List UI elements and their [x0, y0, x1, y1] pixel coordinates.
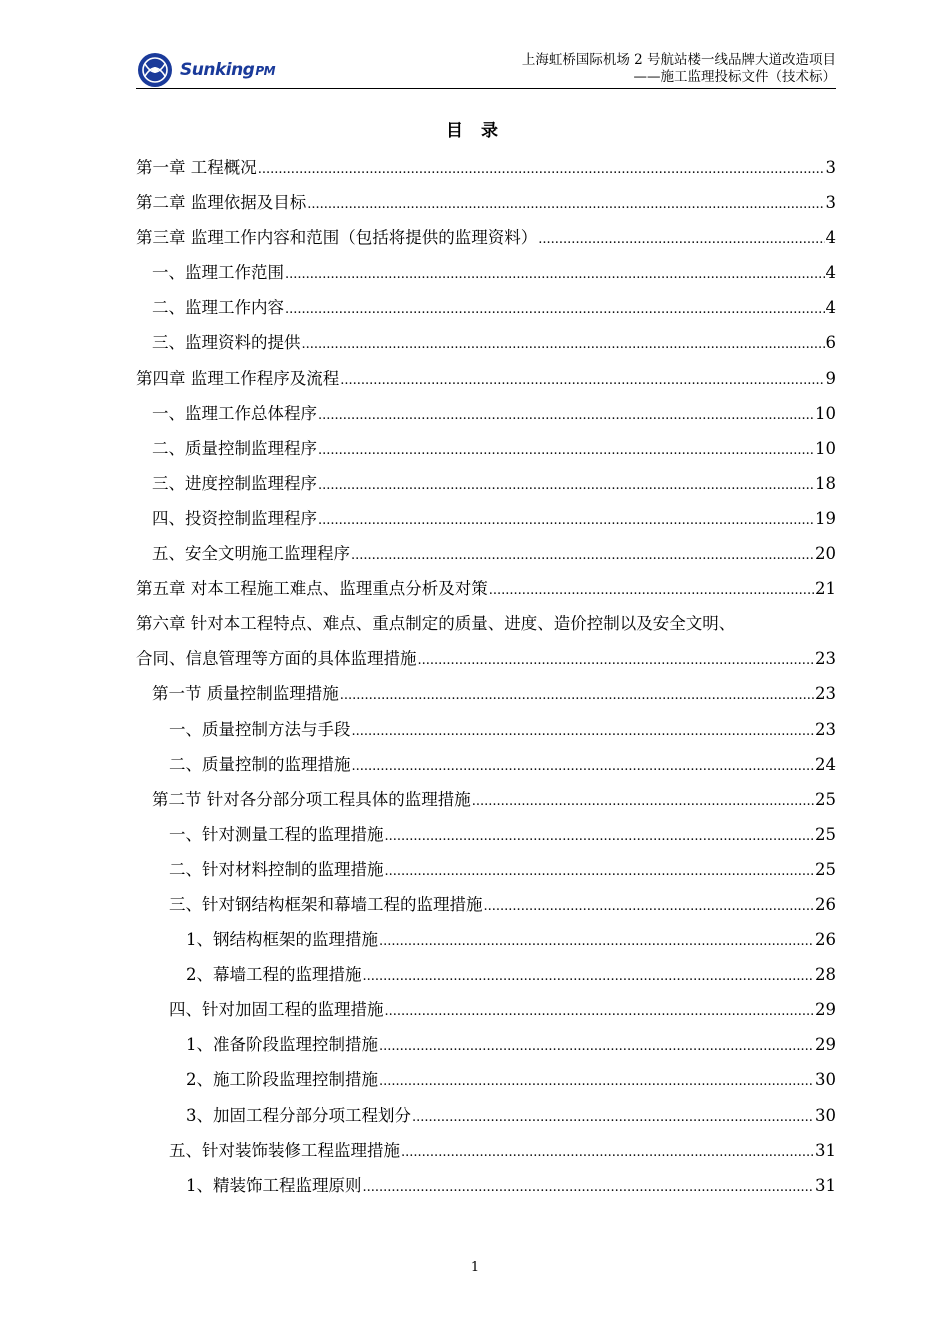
logo-wordmark: SunkingPM	[180, 60, 276, 80]
toc-entry[interactable]: 二、质量控制的监理措施 ..... 24	[136, 747, 836, 782]
toc-entry[interactable]: 一、质量控制方法与手段 ..... 23	[136, 712, 836, 747]
page-header	[136, 48, 836, 90]
toc-entry[interactable]: 四、针对加固工程的监理措施 ..... 29	[136, 992, 836, 1027]
toc-entry[interactable]: 第四章 监理工作程序及流程 ..... 9	[136, 361, 836, 396]
header-line-1: 上海虹桥国际机场 2 号航站楼一线品牌大道改造项目	[521, 52, 836, 68]
toc-entry[interactable]: 合同、信息管理等方面的具体监理措施 ..... 23	[136, 641, 836, 676]
toc-entry[interactable]: 第二章 监理依据及目标 ..... 3	[136, 185, 836, 220]
table-of-contents	[136, 150, 836, 1203]
toc-entry[interactable]: 三、进度控制监理程序 ..... 18	[136, 466, 836, 501]
toc-entry-wrapped-line[interactable]: 第六章 针对本工程特点、难点、重点制定的质量、进度、造价控制以及安全文明、	[136, 614, 736, 634]
toc-entry[interactable]: 五、针对装饰装修工程监理措施 ..... 31	[136, 1133, 836, 1168]
toc-entry[interactable]: 第三章 监理工作内容和范围（包括将提供的监理资料） ..... 4	[136, 220, 836, 255]
page-number: 1	[470, 1260, 480, 1275]
toc-entry[interactable]: 第一章 工程概况 ..... 3	[136, 150, 836, 185]
toc-entry[interactable]: 五、安全文明施工监理程序 ..... 20	[136, 536, 836, 571]
toc-title: 目 录	[446, 121, 504, 141]
logo-emblem-icon	[136, 50, 180, 90]
toc-entry[interactable]: 二、质量控制监理程序 ..... 10	[136, 431, 836, 466]
toc-entry[interactable]: 二、针对材料控制的监理措施 ..... 25	[136, 852, 836, 887]
toc-entry[interactable]: 第五章 对本工程施工难点、监理重点分析及对策 ..... 21	[136, 571, 836, 606]
company-logo	[136, 50, 286, 90]
toc-entry[interactable]: 三、针对钢结构框架和幕墙工程的监理措施 ..... 26	[136, 887, 836, 922]
toc-entry[interactable]: 四、投资控制监理程序 ..... 19	[136, 501, 836, 536]
toc-entry[interactable]: 2、幕墙工程的监理措施 ..... 28	[136, 957, 836, 992]
toc-entry[interactable]: 二、监理工作内容 ..... 4	[136, 290, 836, 325]
toc-entry[interactable]: 1、钢结构框架的监理措施 ..... 26	[136, 922, 836, 957]
header-line-2: ——施工监理投标文件（技术标）	[633, 69, 836, 85]
toc-entry[interactable]: 1、准备阶段监理控制措施 ..... 29	[136, 1027, 836, 1062]
header-project-title	[522, 52, 836, 86]
toc-entry[interactable]: 一、监理工作范围 ..... 4	[136, 255, 836, 290]
toc-entry[interactable]: 1、精装饰工程监理原则 ..... 31	[136, 1168, 836, 1203]
toc-entry[interactable]: 一、针对测量工程的监理措施 ..... 25	[136, 817, 836, 852]
toc-entry[interactable]: 第二节 针对各分部分项工程具体的监理措施 ..... 25	[136, 782, 836, 817]
toc-entry[interactable]: 2、施工阶段监理控制措施 ..... 30	[136, 1062, 836, 1097]
toc-entry[interactable]: 三、监理资料的提供 ..... 6	[136, 325, 836, 360]
toc-entry[interactable]: 3、加固工程分部分项工程划分 ..... 30	[136, 1098, 836, 1133]
toc-entry[interactable]: 第一节 质量控制监理措施 ..... 23	[136, 676, 836, 711]
toc-entry[interactable]: 一、监理工作总体程序 ..... 10	[136, 396, 836, 431]
header-divider	[136, 88, 836, 89]
